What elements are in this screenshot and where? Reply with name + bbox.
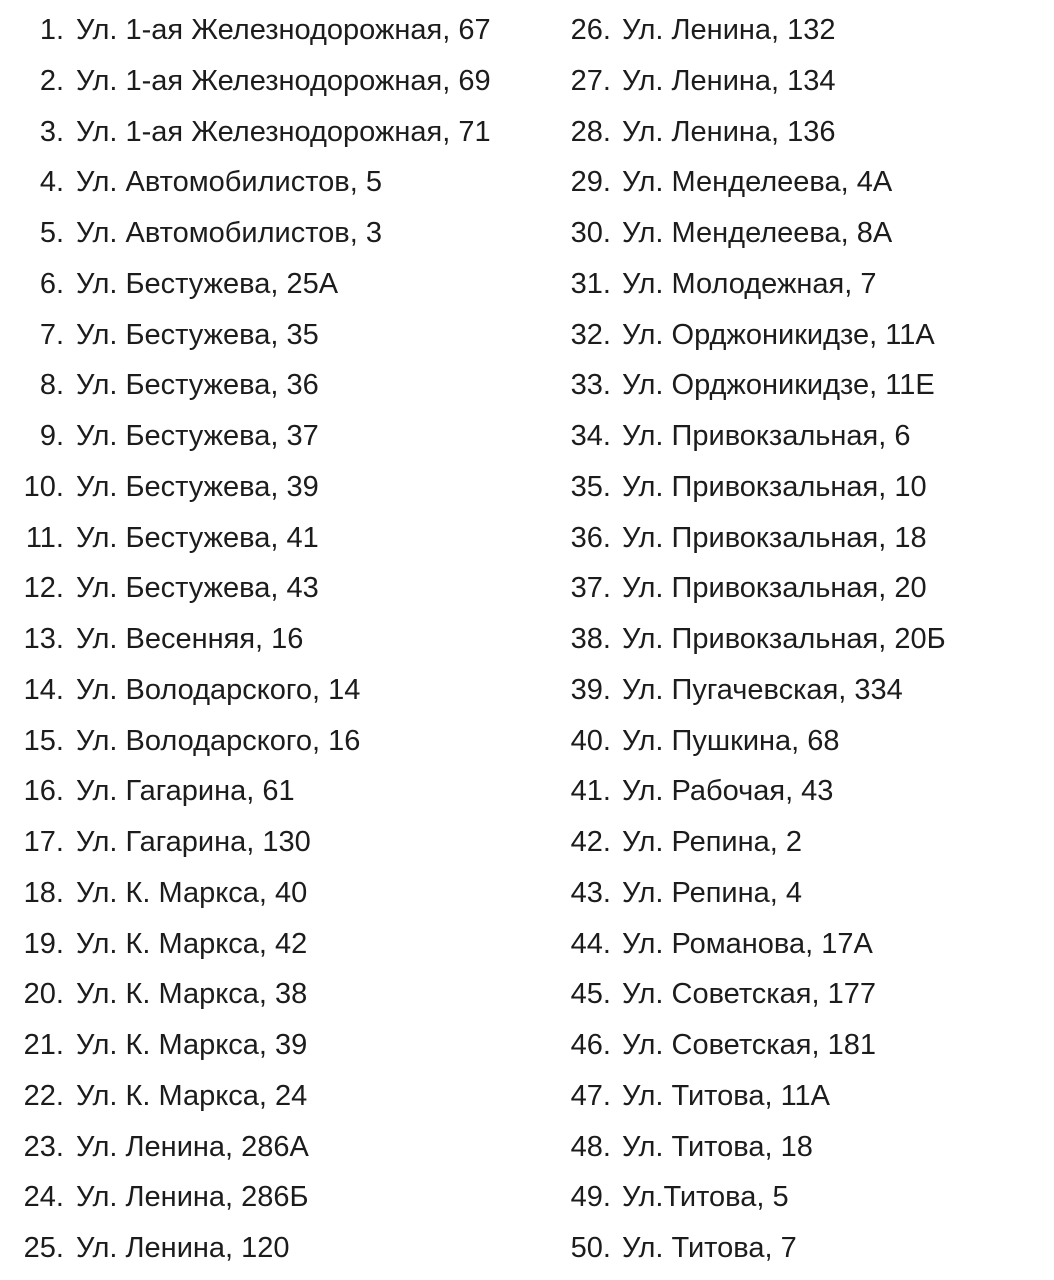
- item-number: 48.: [570, 1130, 611, 1163]
- address-list-item: [545, 259, 1050, 310]
- address-text: Ул. Романова, 17А: [622, 927, 873, 960]
- address-list-item: [0, 1223, 540, 1274]
- address-list-item: [0, 868, 540, 919]
- address-text: Ул. Гагарина, 61: [76, 775, 295, 808]
- item-number: 21.: [23, 1029, 64, 1061]
- item-number: 47.: [570, 1079, 611, 1112]
- item-number: 30.: [570, 217, 611, 249]
- address-list-item: [0, 107, 540, 158]
- address-text: Ул. Привокзальная, 20: [622, 572, 927, 605]
- address-text: Ул. 1-ая Железнодорожная, 67: [76, 14, 491, 46]
- address-list-item: [545, 5, 1050, 56]
- address-text: Ул. Репина, 2: [622, 826, 803, 858]
- address-text: Ул. Бестужева, 41: [76, 521, 319, 554]
- address-text: Ул. Весенняя, 16: [76, 623, 304, 655]
- address-text: Ул. Орджоникидзе, 11А: [622, 318, 935, 351]
- item-number: 9.: [39, 420, 64, 452]
- item-number: 1.: [39, 14, 64, 46]
- address-list-item: [0, 817, 540, 868]
- item-number: 34.: [570, 420, 611, 452]
- address-text: Ул. Привокзальная, 10: [622, 470, 927, 503]
- item-number: 49.: [570, 1181, 611, 1214]
- item-number: 40.: [570, 724, 611, 757]
- address-text: Ул. Ленина, 286А: [76, 1130, 309, 1163]
- address-list-item: [545, 868, 1050, 919]
- item-number: 41.: [570, 775, 611, 808]
- address-list-item: [545, 1223, 1050, 1274]
- address-text: Ул. Советская, 177: [622, 978, 876, 1011]
- address-text: Ул. К. Маркса, 39: [76, 1029, 308, 1061]
- address-list-item: [545, 817, 1050, 868]
- address-list-item: [0, 360, 540, 411]
- address-list-item: [545, 919, 1050, 970]
- item-number: 6.: [39, 267, 64, 300]
- item-number: 37.: [570, 572, 611, 605]
- address-text: Ул. Ленина, 120: [76, 1232, 290, 1264]
- item-number: 8.: [39, 369, 64, 402]
- address-list-item: [545, 411, 1050, 462]
- item-number: 38.: [570, 623, 611, 655]
- address-list-item: [545, 107, 1050, 158]
- address-list-item: [0, 1122, 540, 1173]
- item-number: 50.: [570, 1232, 611, 1264]
- item-number: 29.: [570, 166, 611, 199]
- address-list-left: [0, 5, 540, 1274]
- item-number: 22.: [23, 1079, 64, 1112]
- item-number: 13.: [23, 623, 64, 655]
- item-number: 7.: [39, 318, 64, 351]
- item-number: 12.: [23, 572, 64, 605]
- address-text: Ул. Привокзальная, 20Б: [622, 623, 946, 655]
- item-number: 18.: [23, 876, 64, 909]
- address-text: Ул. Ленина, 132: [622, 14, 836, 46]
- address-text: Ул. К. Маркса, 38: [76, 978, 308, 1011]
- item-number: 26.: [570, 14, 611, 46]
- address-text: Ул. Гагарина, 130: [76, 826, 311, 858]
- item-number: 16.: [23, 775, 64, 808]
- address-list-item: [0, 919, 540, 970]
- item-number: 33.: [570, 369, 611, 402]
- address-list-item: [0, 665, 540, 716]
- address-list-item: [0, 56, 540, 107]
- item-number: 45.: [570, 978, 611, 1011]
- address-text: Ул. Володарского, 14: [76, 673, 361, 706]
- address-list-item: [545, 310, 1050, 361]
- address-list-item: [0, 513, 540, 564]
- item-number: 39.: [570, 673, 611, 706]
- address-list-item: [0, 259, 540, 310]
- item-number: 44.: [570, 927, 611, 960]
- address-text: Ул. Бестужева, 37: [76, 420, 319, 452]
- address-text: Ул. К. Маркса, 42: [76, 927, 308, 960]
- address-text: Ул. 1-ая Железнодорожная, 71: [76, 115, 491, 148]
- address-list-item: [0, 716, 540, 767]
- address-text: Ул.Титова, 5: [622, 1181, 789, 1214]
- address-text: Ул. Привокзальная, 6: [622, 420, 911, 452]
- address-list-item: [0, 1071, 540, 1122]
- address-text: Ул. Бестужева, 35: [76, 318, 319, 351]
- address-list-item: [0, 462, 540, 513]
- address-list-item: [545, 969, 1050, 1020]
- item-number: 4.: [39, 166, 64, 199]
- address-list-item: [545, 56, 1050, 107]
- address-list-item: [545, 513, 1050, 564]
- address-text: Ул. Менделеева, 4А: [622, 166, 893, 199]
- address-text: Ул. Ленина, 136: [622, 115, 836, 148]
- item-number: 17.: [23, 826, 64, 858]
- item-number: 43.: [570, 876, 611, 909]
- address-text: Ул. Бестужева, 36: [76, 369, 319, 402]
- item-number: 3.: [39, 115, 64, 148]
- address-list-item: [0, 1172, 540, 1223]
- address-list-item: [0, 157, 540, 208]
- address-text: Ул. Володарского, 16: [76, 724, 361, 757]
- address-text: Ул. К. Маркса, 24: [76, 1079, 308, 1112]
- item-number: 5.: [39, 217, 64, 249]
- item-number: 2.: [39, 64, 64, 97]
- address-list-item: [545, 1122, 1050, 1173]
- address-list-item: [545, 1071, 1050, 1122]
- item-number: 46.: [570, 1029, 611, 1061]
- address-text: Ул. Менделеева, 8А: [622, 217, 893, 249]
- item-number: 35.: [570, 470, 611, 503]
- address-list-item: [0, 411, 540, 462]
- address-list-item: [0, 1020, 540, 1071]
- address-text: Ул. К. Маркса, 40: [76, 876, 308, 909]
- address-text: Ул. Советская, 181: [622, 1029, 876, 1061]
- address-text: Ул. Рабочая, 43: [622, 775, 834, 808]
- address-list-right: [545, 5, 1050, 1274]
- address-text: Ул. Пушкина, 68: [622, 724, 840, 757]
- address-list-item: [0, 5, 540, 56]
- address-text: Ул. Титова, 7: [622, 1232, 797, 1264]
- address-list-item: [0, 969, 540, 1020]
- address-text: Ул. Бестужева, 43: [76, 572, 319, 605]
- address-list-item: [545, 665, 1050, 716]
- address-text: Ул. Орджоникидзе, 11Е: [622, 369, 935, 402]
- item-number: 14.: [23, 673, 64, 706]
- item-number: 36.: [570, 521, 611, 554]
- address-text: Ул. Привокзальная, 18: [622, 521, 927, 554]
- address-list-item: [545, 1172, 1050, 1223]
- item-number: 15.: [23, 724, 64, 757]
- address-text: Ул. Титова, 18: [622, 1130, 813, 1163]
- address-text: Ул. Бестужева, 39: [76, 470, 319, 503]
- address-list-item: [0, 208, 540, 259]
- address-list-item: [545, 614, 1050, 665]
- address-list-item: [0, 766, 540, 817]
- address-list-item: [545, 716, 1050, 767]
- address-list-item: [545, 208, 1050, 259]
- address-list-item: [0, 563, 540, 614]
- address-list-item: [545, 157, 1050, 208]
- item-number: 10.: [23, 470, 64, 503]
- item-number: 25.: [23, 1232, 64, 1264]
- address-text: Ул. Молодежная, 7: [622, 267, 877, 300]
- address-text: Ул. Автомобилистов, 5: [76, 166, 382, 199]
- address-list-item: [0, 310, 540, 361]
- address-list-item: [0, 614, 540, 665]
- address-list-item: [545, 462, 1050, 513]
- address-text: Ул. Автомобилистов, 3: [76, 217, 382, 249]
- address-text: Ул. Репина, 4: [622, 876, 803, 909]
- item-number: 23.: [23, 1130, 64, 1163]
- item-number: 32.: [570, 318, 611, 351]
- address-list-item: [545, 563, 1050, 614]
- item-number: 28.: [570, 115, 611, 148]
- item-number: 42.: [570, 826, 611, 858]
- address-list-item: [545, 766, 1050, 817]
- address-list-item: [545, 1020, 1050, 1071]
- item-number: 20.: [23, 978, 64, 1011]
- address-text: Ул. Титова, 11А: [622, 1079, 831, 1112]
- item-number: 24.: [23, 1181, 64, 1214]
- item-number: 31.: [570, 267, 611, 300]
- item-number: 11.: [25, 521, 64, 554]
- address-text: Ул. Пугачевская, 334: [622, 673, 903, 706]
- item-number: 27.: [570, 64, 611, 97]
- address-text: Ул. Ленина, 286Б: [76, 1181, 309, 1214]
- address-text: Ул. 1-ая Железнодорожная, 69: [76, 64, 491, 97]
- address-text: Ул. Ленина, 134: [622, 64, 836, 97]
- address-text: Ул. Бестужева, 25А: [76, 267, 339, 300]
- address-list-item: [545, 360, 1050, 411]
- item-number: 19.: [23, 927, 64, 960]
